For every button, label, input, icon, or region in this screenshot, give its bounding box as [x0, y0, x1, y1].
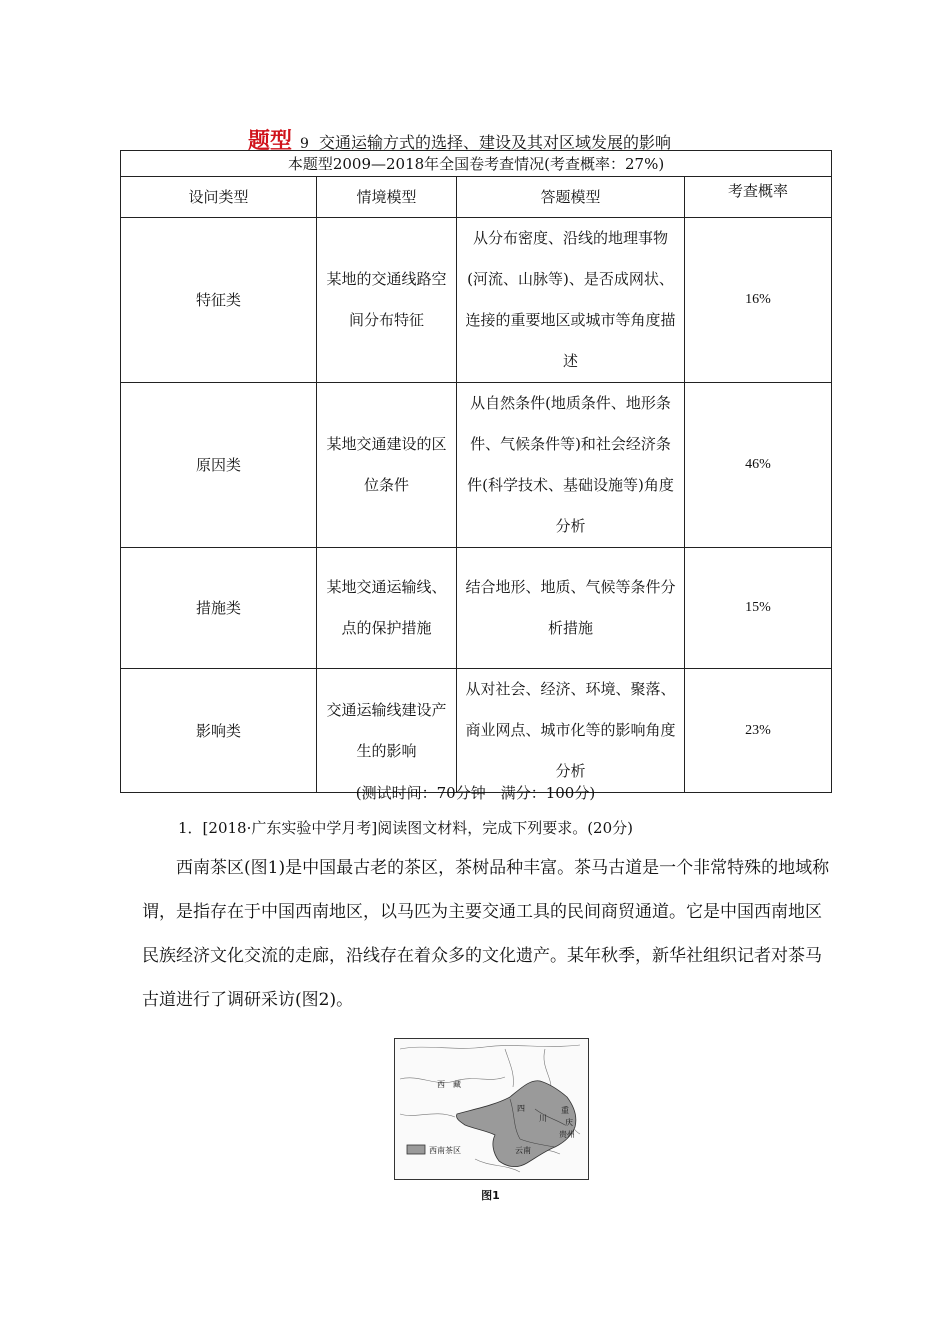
- header-model: 答题模型: [457, 177, 685, 218]
- table-row: [121, 383, 832, 548]
- row-type: 影响类: [121, 669, 317, 793]
- row-type: 特征类: [121, 218, 317, 383]
- table-row: [121, 218, 832, 383]
- table-caption: 本题型2009—2018年全国卷考查情况(考查概率：27%): [121, 151, 832, 177]
- table-row: [121, 669, 832, 793]
- southwest-tea-region-map: [394, 1038, 589, 1180]
- row-type: 原因类: [121, 383, 317, 548]
- table-caption-row: [121, 151, 832, 177]
- section-tag: 题型: [248, 129, 293, 154]
- label-chongqing-2: 庆: [565, 1118, 573, 1127]
- row-model: 从分布密度、沿线的地理事物(河流、山脉等)、是否成网状、连接的重要地区或城市等角度描述: [457, 218, 685, 383]
- row-rate: 46%: [685, 383, 832, 548]
- label-xizang: 西 藏: [437, 1080, 461, 1089]
- label-guizhou: 贵州: [559, 1130, 575, 1139]
- label-chongqing: 重: [561, 1106, 569, 1115]
- row-rate: 16%: [685, 218, 832, 383]
- row-model: 结合地形、地质、气候等条件分析措施: [457, 548, 685, 669]
- table-header-row: [121, 177, 832, 218]
- header-rate: 考查概率: [685, 177, 832, 218]
- header-type: 设问类型: [121, 177, 317, 218]
- section-number: 9: [300, 136, 309, 152]
- legend-label: 西南茶区: [429, 1146, 461, 1155]
- row-model: 从自然条件(地质条件、地形条件、气候条件等)和社会经济条件(科学技术、基础设施等)角度分析: [457, 383, 685, 548]
- row-rate: 15%: [685, 548, 832, 669]
- section-title: 交通运输方式的选择、建设及其对区域发展的影响: [318, 133, 671, 152]
- question-heading: 1．[2018·广东实验中学月考]阅读图文材料，完成下列要求。(20分): [178, 819, 633, 837]
- header-scene: 情境模型: [317, 177, 457, 218]
- figure-caption: 图1: [481, 1189, 500, 1202]
- exam-stats-table: [120, 150, 832, 793]
- test-time-note: (测试时间：70分钟 满分：100分): [355, 784, 596, 802]
- row-scene: 某地交通建设的区位条件: [317, 383, 457, 548]
- question-paragraph: 西南茶区(图1)是中国最古老的茶区，茶树品种丰富。茶马古道是一个非常特殊的地域称谓，是指存在于中国西南地区，以马匹为主要交通工具的民间商贸通道。它是中国西南地区民族经济文化交流的走廊，沿线存在着众多的文化遗产。某年秋季，新华社组织记者对茶马古道进行了调研采访(图2)。: [142, 858, 830, 1010]
- label-sichuan-chuan: 川: [539, 1114, 547, 1123]
- row-scene: 某地的交通线路空间分布特征: [317, 218, 457, 383]
- label-yunnan: 云南: [515, 1146, 531, 1155]
- legend-swatch: [407, 1145, 425, 1154]
- label-sichuan-si: 四: [517, 1104, 525, 1113]
- map-svg: [395, 1039, 588, 1179]
- table-row: [121, 548, 832, 669]
- row-type: 措施类: [121, 548, 317, 669]
- row-rate: 23%: [685, 669, 832, 793]
- section-heading: [248, 124, 808, 152]
- row-scene: 某地交通运输线、点的保护措施: [317, 548, 457, 669]
- row-scene: 交通运输线建设产生的影响: [317, 669, 457, 793]
- row-model: 从对社会、经济、环境、聚落、商业网点、城市化等的影响角度分析: [457, 669, 685, 793]
